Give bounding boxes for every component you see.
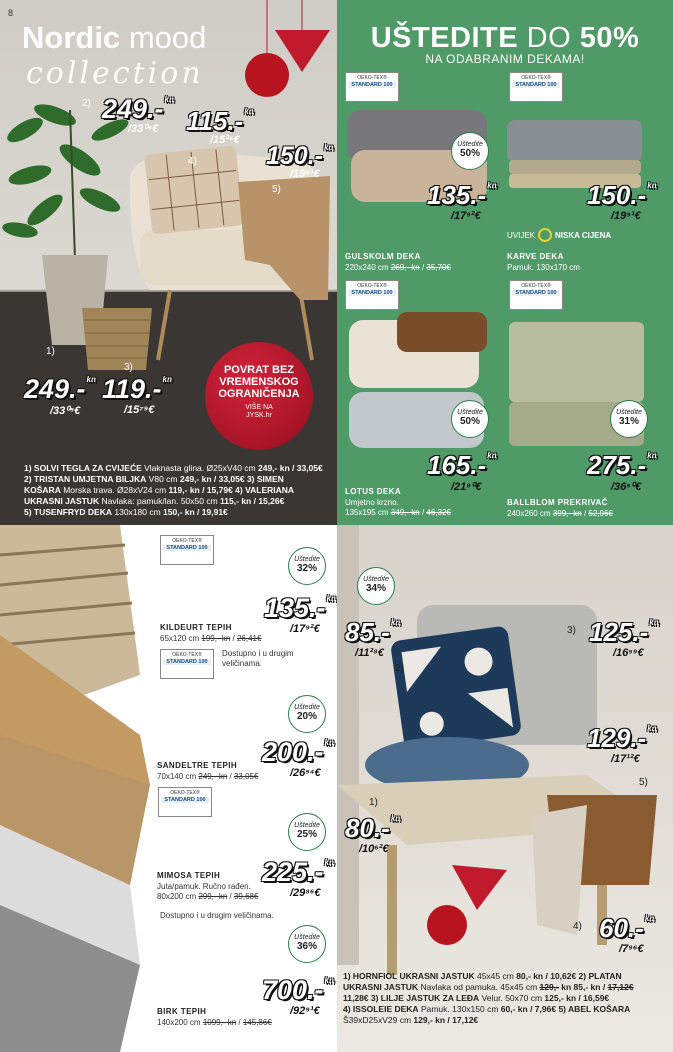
product-details: Umjetno krzno. 135x195 cm 349,- kn / 46,32€ bbox=[345, 498, 451, 517]
bench-section bbox=[337, 525, 673, 1052]
oeko-tex-label: OEKO-TEX® STANDARD 100 bbox=[160, 535, 214, 565]
price-eur: /21⁹⁰€ bbox=[451, 481, 482, 493]
nordic-description: 1) SOLVI TEGLA ZA CVIJEĆE Vlaknasta glina. Ø25xV40 cm 249,- kn / 33,05€ 2) TRISTAN UMJETNA BILJKA V80 cm 249,- kn / 33,05€ 3) SIMEN KOŠARA Morska trava. Ø28xV24 cm 119,- kn / 15,79€ 4) VALERIANA UKRASNI JASTUK Navlaka: pamuk/lan. 50x50 cm 115,- kn / 15,26€ 5) TUSENFRYD DEKA 130x180 cm 150,- kn / 19,91€ bbox=[24, 463, 323, 517]
section-subtitle: collection bbox=[26, 56, 204, 91]
price-solvi: 249.-$^{kn}$ bbox=[24, 374, 96, 404]
price-eur: /15²⁶€ bbox=[210, 134, 240, 146]
discount-badge: Uštedite 32% bbox=[288, 547, 326, 585]
product-name: KILDEURT TEPIH bbox=[160, 623, 232, 632]
price-karve: 150.-$^{kn}$ bbox=[587, 180, 657, 210]
price-eur: /10⁶²€ bbox=[359, 843, 389, 855]
price-ballblom: 275.-$^{kn}$ bbox=[587, 450, 657, 480]
product-name: KARVE DEKA bbox=[507, 252, 564, 261]
oeko-tex-label: OEKO-TEX® STANDARD 100 bbox=[345, 280, 399, 310]
price-hornfiol: 80.-$^{kn}$ bbox=[345, 813, 401, 843]
product-name: BALLBLOM PREKRIVAČ bbox=[507, 498, 608, 507]
product-name: GULSKOLM DEKA bbox=[345, 252, 421, 261]
product-details: Pamuk. 130x170 cm bbox=[507, 263, 580, 272]
price-eur: /7⁹⁶€ bbox=[619, 943, 644, 955]
price-issoleie: 60.-$^{kn}$ bbox=[599, 913, 655, 943]
oeko-tex-label: OEKO-TEX® STANDARD 100 bbox=[509, 280, 563, 310]
oeko-tex-label: OEKO-TEX® STANDARD 100 bbox=[160, 649, 214, 679]
product-name: SANDELTRE TEPIH bbox=[157, 761, 238, 770]
always-low-price-logo: UVIJEK NISKA CIJENA bbox=[507, 228, 611, 242]
item-number: 2) bbox=[82, 98, 91, 109]
price-eur: /92⁹¹€ bbox=[290, 1005, 320, 1017]
price-eur: /17¹²€ bbox=[611, 753, 640, 765]
item-number: 1) bbox=[369, 797, 378, 808]
price-tristan: 249.-$^{kn}$ bbox=[102, 94, 174, 124]
discount-badge: Uštedite 34% bbox=[357, 567, 395, 605]
price-eur: /26⁵⁴€ bbox=[290, 767, 321, 779]
price-sandeltre: 200.-$^{kn}$ bbox=[262, 737, 334, 767]
discount-badge: Uštedite 50% bbox=[451, 132, 489, 170]
price-eur: /19⁹¹€ bbox=[290, 168, 320, 180]
return-policy-badge: POVRAT BEZ VREMENSKOG OGRANIČENJA VIŠE NA JYSK.hr bbox=[205, 342, 313, 450]
nordic-mood-section bbox=[0, 0, 337, 525]
product-details: 220x240 cm 269,- kn / 35,70€ bbox=[345, 263, 451, 272]
item-number: 3) bbox=[567, 625, 576, 636]
price-eur: /36⁵⁰€ bbox=[611, 481, 642, 493]
price-abel: 129.-$^{kn}$ bbox=[587, 723, 657, 753]
oeko-tex-label: OEKO-TEX® STANDARD 100 bbox=[345, 72, 399, 102]
product-details: 65x120 cm 199,- kn / 26,41€ bbox=[160, 634, 262, 643]
logo-icon bbox=[538, 228, 552, 242]
product-name: BIRK TEPIH bbox=[157, 1007, 207, 1016]
nordic-scene-illustration bbox=[0, 0, 337, 525]
sale-subheading: NA ODABRANIM DEKAMA! bbox=[425, 52, 585, 66]
product-details: 70x140 cm 249,- kn / 33,05€ bbox=[157, 772, 259, 781]
item-number: 2) bbox=[395, 663, 404, 674]
price-lotus: 165.-$^{kn}$ bbox=[427, 450, 497, 480]
price-lilje: 125.-$^{kn}$ bbox=[589, 617, 659, 647]
page-number: 8 bbox=[8, 8, 14, 18]
product-details: Juta/pamuk. Ručno rađen. 80x200 cm 299,- kn / 39,68€ bbox=[157, 882, 259, 901]
price-eur: /16⁵⁹€ bbox=[613, 647, 644, 659]
price-mimosa: 225.-$^{kn}$ bbox=[262, 857, 334, 887]
item-number: 4) bbox=[188, 156, 197, 167]
discount-badge: Uštedite 50% bbox=[451, 400, 489, 438]
discount-badge: Uštedite 25% bbox=[288, 813, 326, 851]
availability-note: Dostupno i u drugim veličinama. bbox=[160, 911, 274, 920]
rugs-section bbox=[0, 525, 337, 1052]
oeko-tex-label: OEKO-TEX® STANDARD 100 bbox=[509, 72, 563, 102]
price-kildeurt: 135.-$^{kn}$ bbox=[264, 593, 336, 623]
item-number: 4) bbox=[573, 921, 582, 932]
price-platan: 85.-$^{kn}$ bbox=[345, 617, 401, 647]
oeko-tex-label: OEKO-TEX® STANDARD 100 bbox=[158, 787, 212, 817]
price-eur: /19⁹¹€ bbox=[611, 210, 641, 222]
discount-badge: Uštedite 20% bbox=[288, 695, 326, 733]
discount-badge: Uštedite 31% bbox=[610, 400, 648, 438]
price-eur: /11²⁸€ bbox=[355, 647, 384, 659]
price-birk: 700.-$^{kn}$ bbox=[262, 975, 334, 1005]
price-gulskolm: 135.-$^{kn}$ bbox=[427, 180, 497, 210]
price-simen: 119.-$^{kn}$ bbox=[102, 374, 172, 404]
bench-description: 1) HORNFIOL UKRASNI JASTUK 45x45 cm 80,- kn / 10,62€ 2) PLATAN UKRASNI JASTUK Navlaka od pamuka. 45x45 cm 129,- kn 85,- kn / 17,12€ 11,28€ 3) LILJE JASTUK ZA LEĐA Velur. 50x70 cm 125,- kn / 16,59€ 4) ISSOLEIE DEKA Pamuk. 130x150 cm 60,- kn / 7,96€ 5) ABEL KOŠARA Š39xD25xV29 cm 129,- kn / 17,12€ bbox=[343, 971, 634, 1025]
price-eur: /17⁹²€ bbox=[451, 210, 481, 222]
item-number: 5) bbox=[639, 777, 648, 788]
availability-note: Dostupno i u drugim veličinama. bbox=[222, 649, 294, 668]
item-number: 5) bbox=[272, 184, 281, 195]
product-name: LOTUS DEKA bbox=[345, 487, 401, 496]
price-eur: /33⁰⁵€ bbox=[50, 405, 81, 417]
product-details: 140x200 cm 1099,- kn / 145,86€ bbox=[157, 1018, 272, 1027]
price-eur: /15⁷⁹€ bbox=[124, 404, 155, 416]
price-eur: /33⁰⁵€ bbox=[128, 123, 159, 135]
price-valeriana: 115.-$^{kn}$ bbox=[186, 106, 254, 136]
sale-heading: UŠTEDITE DO 50% bbox=[370, 22, 640, 54]
price-tusenfryd: 150.-$^{kn}$ bbox=[266, 142, 334, 170]
product-name: MIMOSA TEPIH bbox=[157, 871, 221, 880]
blankets-section bbox=[337, 0, 673, 525]
discount-badge: Uštedite 36% bbox=[288, 925, 326, 963]
section-title: Nordic mood bbox=[22, 20, 207, 55]
item-number: 3) bbox=[124, 362, 133, 373]
item-number: 1) bbox=[46, 346, 55, 357]
product-details: 240x260 cm 399,- kn / 52,96€ bbox=[507, 509, 613, 518]
price-eur: /29⁸⁶€ bbox=[290, 887, 321, 899]
price-eur: /17⁹²€ bbox=[290, 623, 320, 635]
